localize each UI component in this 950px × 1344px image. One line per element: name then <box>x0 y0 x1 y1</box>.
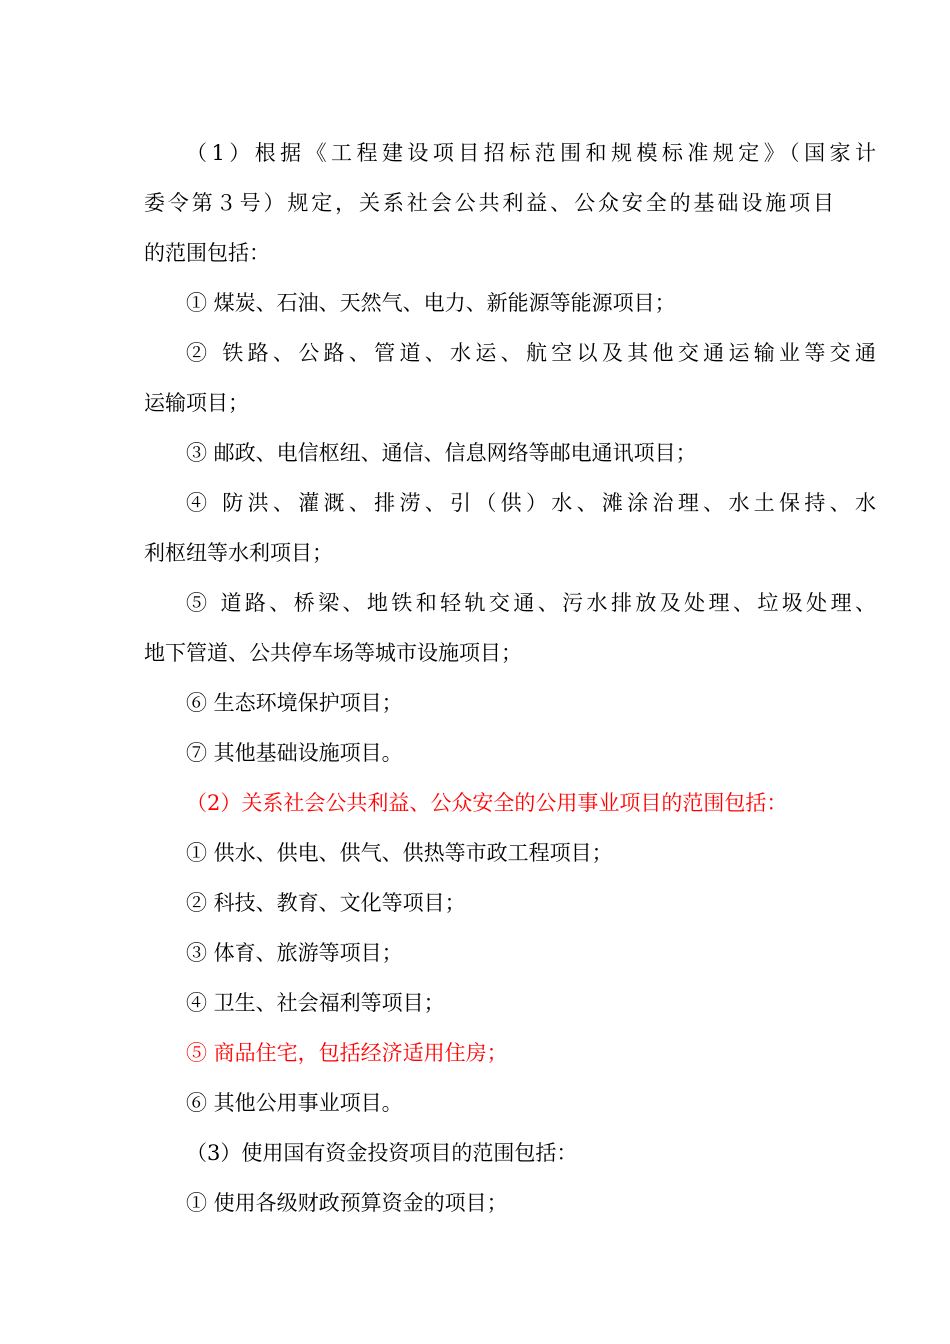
list-item-continuation: 地下管道、公共停车场等城市设施项目； <box>144 641 522 665</box>
list-item: ⑥ 生态环境保护项目； <box>186 691 403 715</box>
section-heading: （3）使用国有资金投资项目的范围包括： <box>186 1141 578 1165</box>
list-item: ③ 邮政、电信枢纽、通信、信息网络等邮电通讯项目； <box>186 441 697 465</box>
list-item: ⑥ 其他公用事业项目。 <box>186 1091 403 1115</box>
list-item-highlighted: ⑤ 商品住宅，包括经济适用住房； <box>186 1041 508 1065</box>
paragraph-line: 委令第３号）规定，关系社会公共利益、公众安全的基础设施项目 <box>144 191 834 215</box>
list-item: ⑦ 其他基础设施项目。 <box>186 741 403 765</box>
paragraph-line: （1）根据《工程建设项目招标范围和规模标准规定》（国家计 <box>186 141 876 165</box>
list-item: ③ 体育、旅游等项目； <box>186 941 403 965</box>
list-item: ② 铁路、公路、管道、水运、航空以及其他交通运输业等交通 <box>186 341 876 365</box>
document-page <box>144 128 876 1228</box>
paragraph-line: 的范围包括： <box>144 241 270 265</box>
list-item: ④ 防洪、灌溉、排涝、引（供）水、滩涂治理、水土保持、水 <box>186 491 876 515</box>
list-item-continuation: 利枢纽等水利项目； <box>144 541 333 565</box>
list-item: ① 供水、供电、供气、供热等市政工程项目； <box>186 841 613 865</box>
list-item-continuation: 运输项目； <box>144 391 249 415</box>
list-item: ② 科技、教育、文化等项目； <box>186 891 466 915</box>
list-item: ④ 卫生、社会福利等项目； <box>186 991 445 1015</box>
section-heading: （2）关系社会公共利益、公众安全的公用事业项目的范围包括： <box>186 791 788 815</box>
list-item: ⑤ 道路、桥梁、地铁和轻轨交通、污水排放及处理、垃圾处理、 <box>186 591 876 615</box>
list-item: ① 煤炭、石油、天然气、电力、新能源等能源项目； <box>186 291 676 315</box>
list-item: ① 使用各级财政预算资金的项目； <box>186 1191 508 1215</box>
